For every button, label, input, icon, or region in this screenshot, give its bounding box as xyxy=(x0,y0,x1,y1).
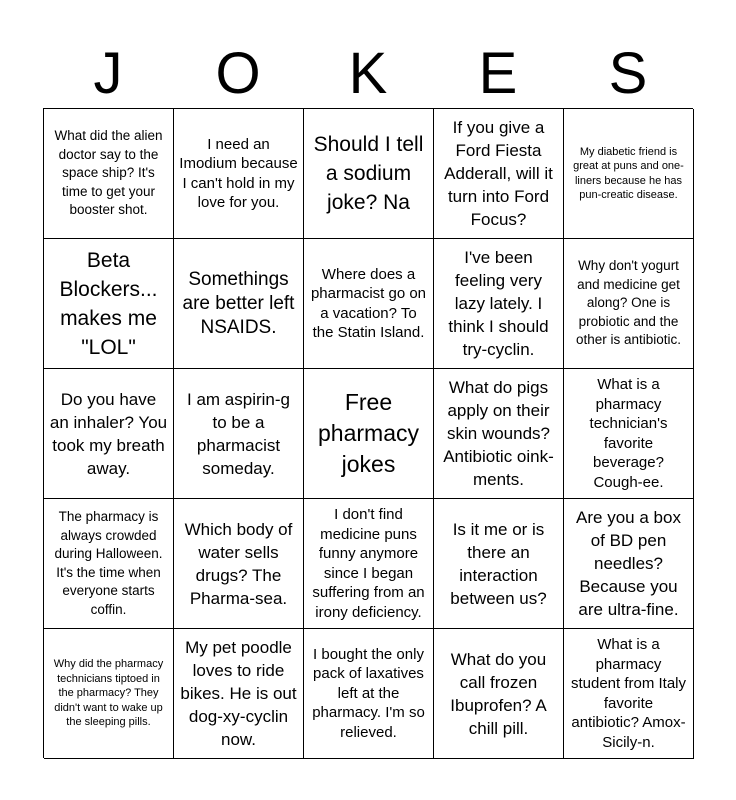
cell-text: My pet poodle loves to ride bikes. He is out dog-xy-cyclin now. xyxy=(180,638,297,749)
bingo-cell[interactable] xyxy=(44,629,174,759)
cell-text: Beta Blockers... makes me "LOL" xyxy=(59,248,158,359)
header-letter-o: O xyxy=(215,41,261,106)
header-letter-s: S xyxy=(608,41,648,106)
bingo-cell[interactable] xyxy=(434,629,564,759)
cell-text: What is a pharmacy technician's favorite beverage? Cough-ee. xyxy=(589,376,668,491)
cell-text: Do you have an inhaler? You took my breath away. xyxy=(49,389,168,478)
free-space-cell[interactable] xyxy=(304,369,434,499)
cell-text: Why did the pharmacy technicians tiptoed in the pharmacy? They didn't want to wake up the sleeping pills. xyxy=(53,658,164,729)
cell-text: Which body of water sells drugs? The Pharma-sea. xyxy=(184,519,293,608)
bingo-cell[interactable] xyxy=(44,239,174,369)
cell-text: Is it me or is there an interaction between us? xyxy=(450,519,547,608)
free-space-text: Free pharmacy jokes xyxy=(318,389,419,477)
cell-text: If you give a Ford Fiesta Adderall, will it turn into Ford Focus? xyxy=(444,118,553,229)
bingo-cell[interactable] xyxy=(564,239,694,369)
bingo-cell[interactable] xyxy=(44,109,174,239)
bingo-cell[interactable] xyxy=(434,109,564,239)
cell-text: What is a pharmacy student from Italy favorite antibiotic? Amox-Sicily-n. xyxy=(570,636,687,751)
bingo-cell[interactable] xyxy=(434,369,564,499)
cell-text: I've been feeling very lazy lately. I think I should try-cyclin. xyxy=(448,248,549,359)
cell-text: Somethings are better left NSAIDS. xyxy=(182,268,295,338)
bingo-cell[interactable] xyxy=(434,499,564,629)
bingo-cell[interactable] xyxy=(304,629,434,759)
bingo-cell[interactable] xyxy=(564,109,694,239)
bingo-cell[interactable] xyxy=(304,239,434,369)
cell-text: Should I tell a sodium joke? Na xyxy=(313,133,424,214)
cell-text: My diabetic friend is great at puns and one-liners because he has pun-creatic disease. xyxy=(573,145,684,201)
bingo-cell[interactable] xyxy=(174,109,304,239)
cell-text: What do pigs apply on their skin wounds? Antibiotic oink-ments. xyxy=(443,378,554,489)
bingo-cell[interactable] xyxy=(564,369,694,499)
bingo-header xyxy=(43,40,693,108)
bingo-cell[interactable] xyxy=(564,499,694,629)
header-letter-e: E xyxy=(478,41,518,106)
bingo-cell[interactable] xyxy=(174,629,304,759)
cell-text: The pharmacy is always crowded during Halloween. It's the time when everyone starts coffin. xyxy=(54,509,163,617)
cell-text: Why don't yogurt and medicine get along? One is probiotic and the other is antibiotic. xyxy=(575,258,682,348)
bingo-cell[interactable] xyxy=(304,499,434,629)
bingo-cell[interactable] xyxy=(304,109,434,239)
bingo-cell[interactable] xyxy=(44,499,174,629)
bingo-cell[interactable] xyxy=(174,499,304,629)
cell-text: I am aspirin-g to be a pharmacist someday. xyxy=(187,389,290,478)
cell-text: What do you call frozen Ibuprofen? A chill pill. xyxy=(450,649,547,738)
bingo-cell[interactable] xyxy=(174,239,304,369)
cell-text: Where does a pharmacist go on a vacation? To the Statin Island. xyxy=(310,265,427,341)
cell-text: I bought the only pack of laxatives left at the pharmacy. I'm so relieved. xyxy=(312,645,425,741)
header-letter-k: K xyxy=(348,41,388,106)
bingo-cell[interactable] xyxy=(434,239,564,369)
cell-text: What did the alien doctor say to the space ship? It's time to get your booster shot. xyxy=(54,128,163,218)
bingo-grid xyxy=(43,108,693,758)
cell-text: I don't find medicine puns funny anymore since I began suffering from an irony deficiency. xyxy=(312,506,425,621)
cell-text: I need an Imodium because I can't hold in my love for you. xyxy=(179,135,298,211)
bingo-cell[interactable] xyxy=(44,369,174,499)
bingo-cell[interactable] xyxy=(174,369,304,499)
bingo-cell[interactable] xyxy=(564,629,694,759)
cell-text: Are you a box of BD pen needles? Because you are ultra-fine. xyxy=(576,508,681,619)
header-letter-j: J xyxy=(93,41,123,106)
